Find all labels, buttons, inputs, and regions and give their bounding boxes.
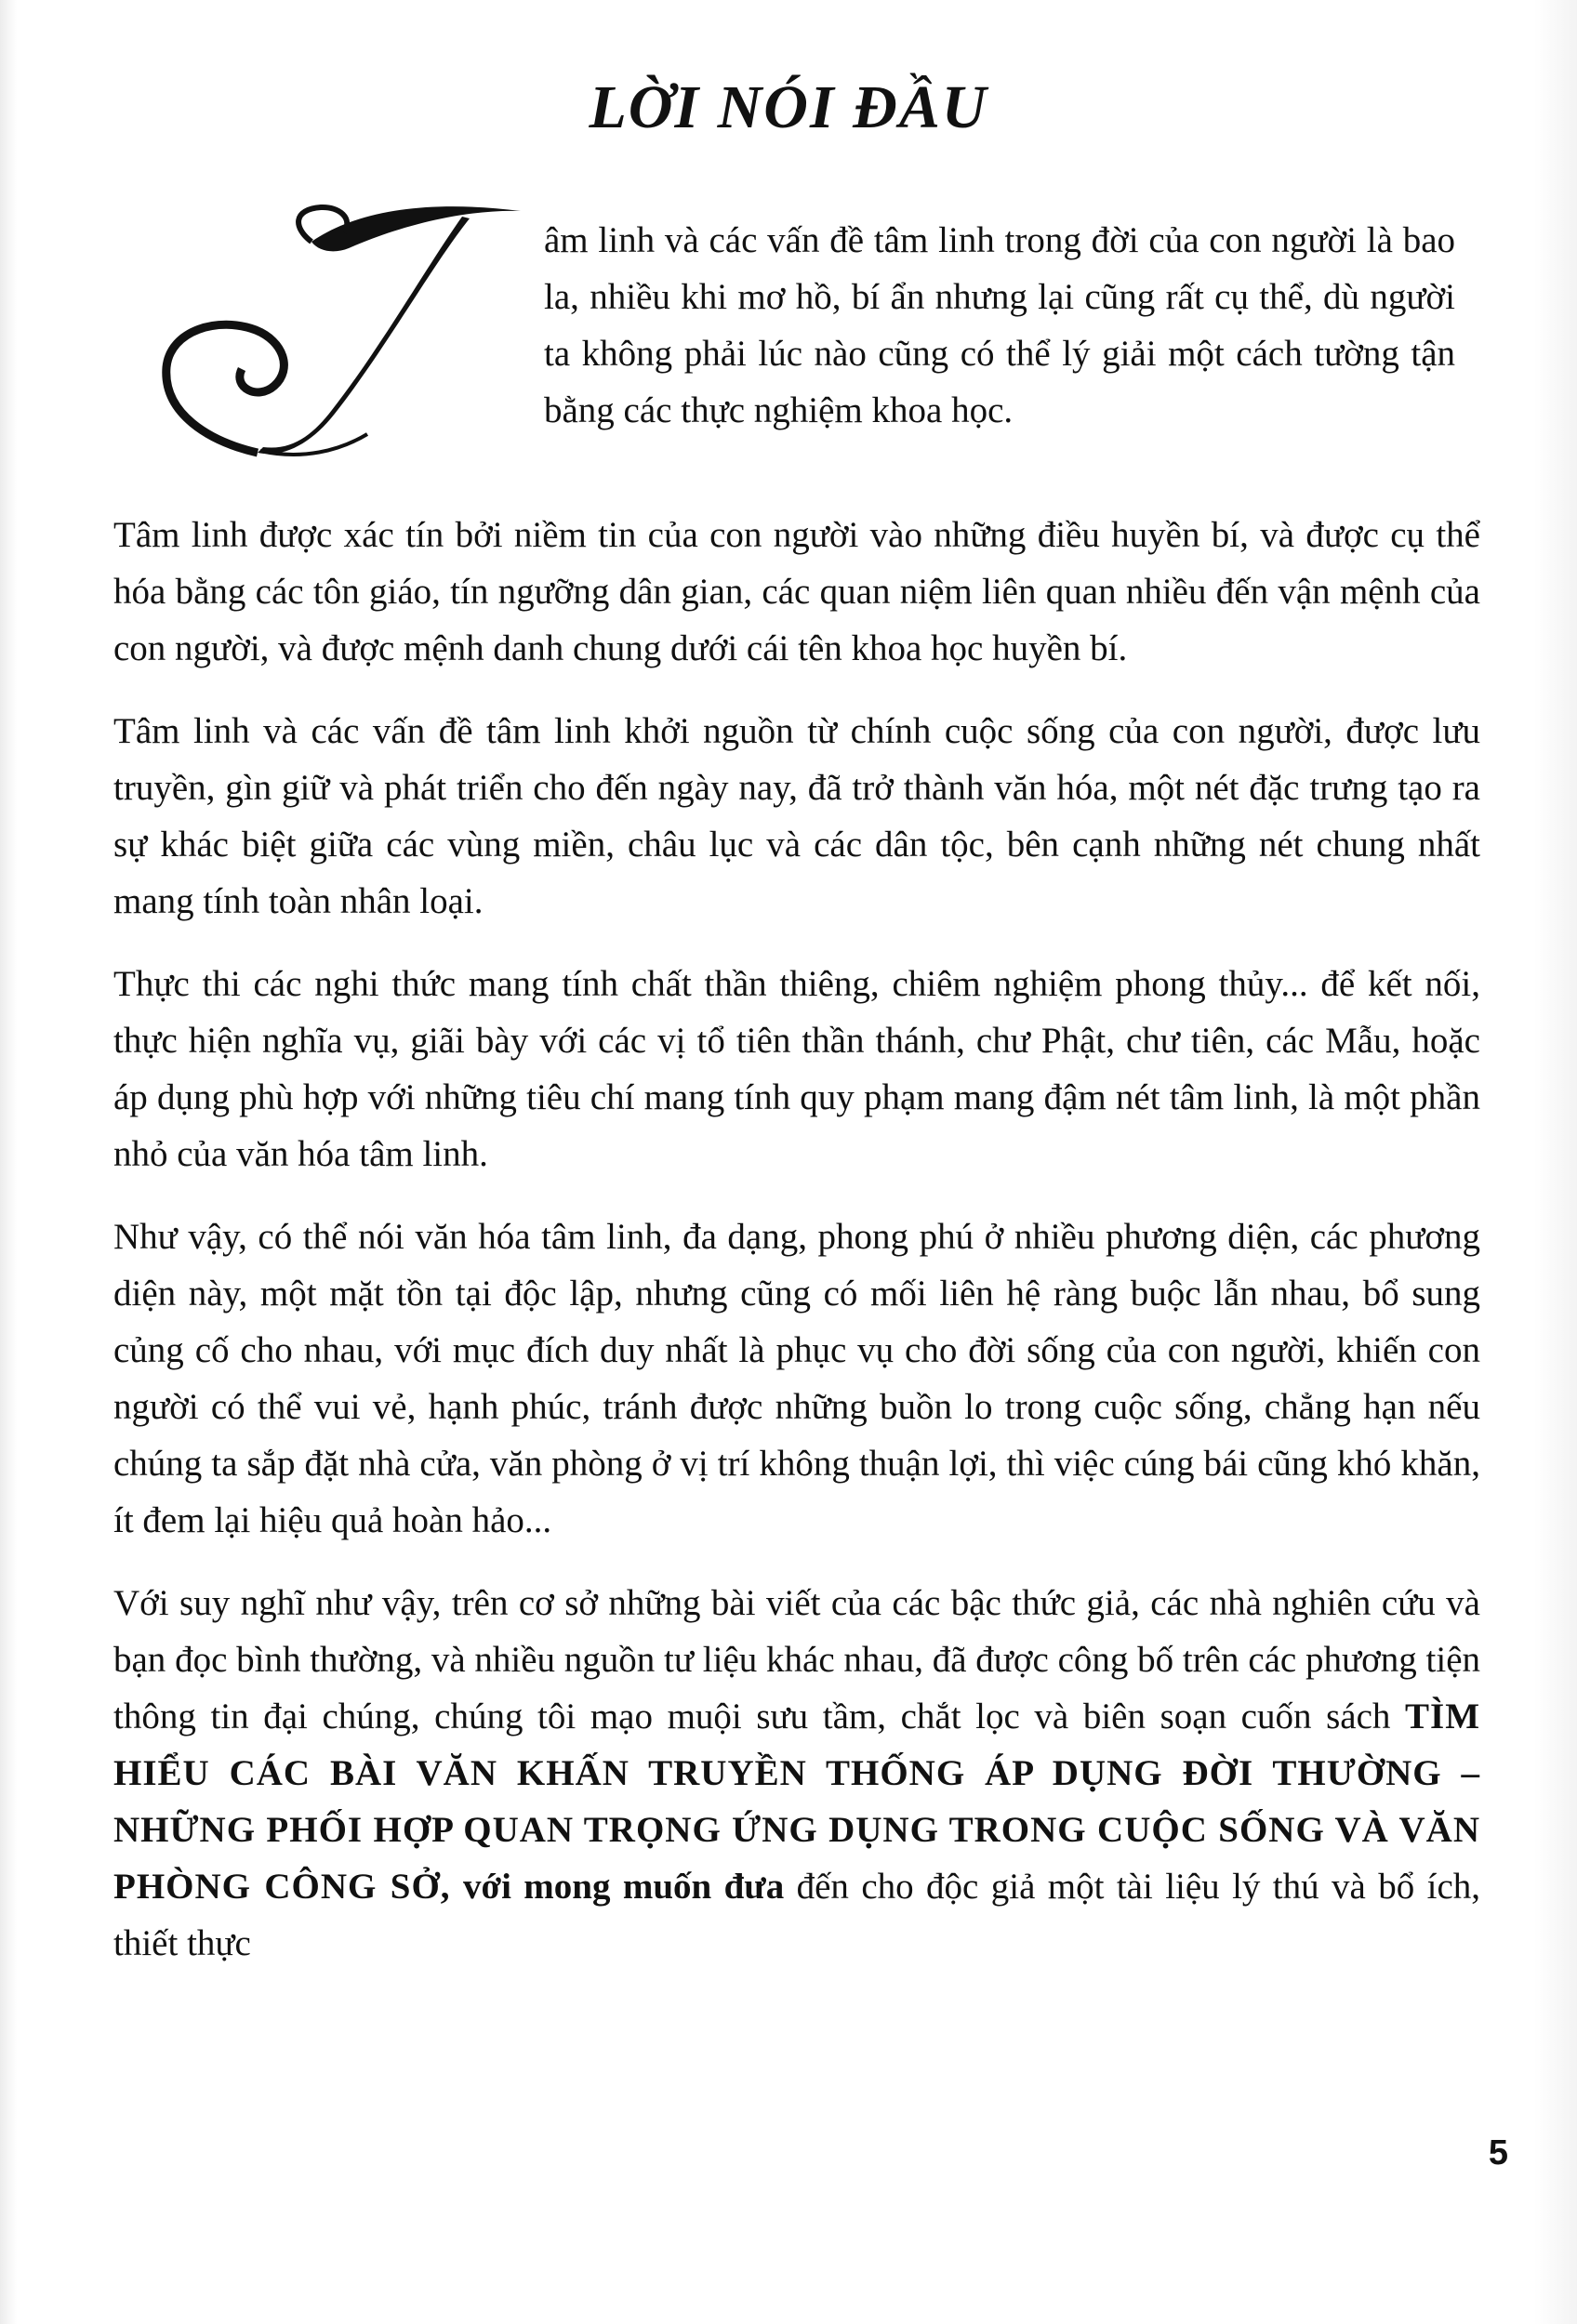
drop-cap-t-ornament bbox=[153, 191, 535, 469]
body-text bbox=[113, 507, 1480, 1998]
paragraph-5-bold-lead: với mong muốn đưa bbox=[462, 1867, 785, 1907]
book-title-caps: TÌM HIỂU CÁC BÀI VĂN KHẤN TRUYỀN THỐNG ÁP DỤNG ĐỜI THƯỜNG – NHỮNG PHỐI HỢP QUAN TRỌNG ỨNG DỤNG TRONG CUỘC SỐNG VÀ VĂN PHÒNG CÔNG SỞ, bbox=[113, 1697, 1480, 1907]
page-title: LỜI NÓI ĐẦU bbox=[589, 73, 988, 141]
paragraph-3: Thực thi các nghi thức mang tính chất thần thiêng, chiêm nghiệm phong thủy... để kết nối, thực hiện nghĩa vụ, giãi bày với các vị tổ tiên thần thánh, chư Phật, chư tiên, các Mẫu, hoặc áp dụng phù hợp với những tiêu chí mang tính quy phạm mang đậm nét tâm linh, là một phần nhỏ của văn hóa tâm linh. bbox=[113, 964, 1480, 1174]
paragraph-5-text: Với suy nghĩ như vậy, trên cơ sở những bài viết của các bậc thức giả, các nhà nghiên cứu và bạn đọc bình thường, và nhiều nguồn tư liệu khác nhau, đã được công bố trên các phương tiện thông tin đại chúng, chúng tôi mạo muội sưu tầm, chắt lọc và biên soạn cuốn sách bbox=[113, 1583, 1480, 1736]
paragraph-5 bbox=[113, 1575, 1480, 1972]
intro-paragraph: âm linh và các vấn đề tâm linh trong đời của con người là bao la, nhiều khi mơ hồ, bí ẩn nhưng lại cũng rất cụ thể, dù người ta không phải lúc nào cũng có thể lý giải một cách tường tận bằng các thực nghiệm khoa học. bbox=[544, 220, 1455, 430]
paragraph-2: Tâm linh và các vấn đề tâm linh khởi nguồn từ chính cuộc sống của con người, được lưu truyền, gìn giữ và phát triển cho đến ngày nay, đã trở thành văn hóa, một nét đặc trưng tạo ra sự khác biệt giữa các vùng miền, châu lục và các dân tộc, bên cạnh những nét chung nhất mang tính toàn nhân loại. bbox=[113, 711, 1480, 921]
paragraph-5-tail: đến cho độc giả một tài liệu lý thú và bổ ích, thiết thực bbox=[113, 1867, 1481, 1963]
page-number: 5 bbox=[1488, 2133, 1508, 2172]
paragraph-1: Tâm linh được xác tín bởi niềm tin của con người vào những điều huyền bí, và được cụ thể hóa bằng các tôn giáo, tín ngưỡng dân gian, các quan niệm liên quan nhiều đến vận mệnh của con người, và được mệnh danh chung dưới cái tên khoa học huyền bí. bbox=[113, 515, 1480, 668]
paragraph-4: Như vậy, có thể nói văn hóa tâm linh, đa dạng, phong phú ở nhiều phương diện, các phương diện này, một mặt tồn tại độc lập, nhưng cũng có mối liên hệ ràng buộc lẫn nhau, bổ sung củng cố cho nhau, với mục đích duy nhất là phục vụ cho đời sống của con người, khiến con người có thể vui vẻ, hạnh phúc, tránh được những buồn lo trong cuộc sống, chẳng hạn nếu chúng ta sắp đặt nhà cửa, văn phòng ở vị trí không thuận lợi, thì việc cúng bái cũng khó khăn, ít đem lại hiệu quả hoàn hảo... bbox=[113, 1217, 1480, 1540]
